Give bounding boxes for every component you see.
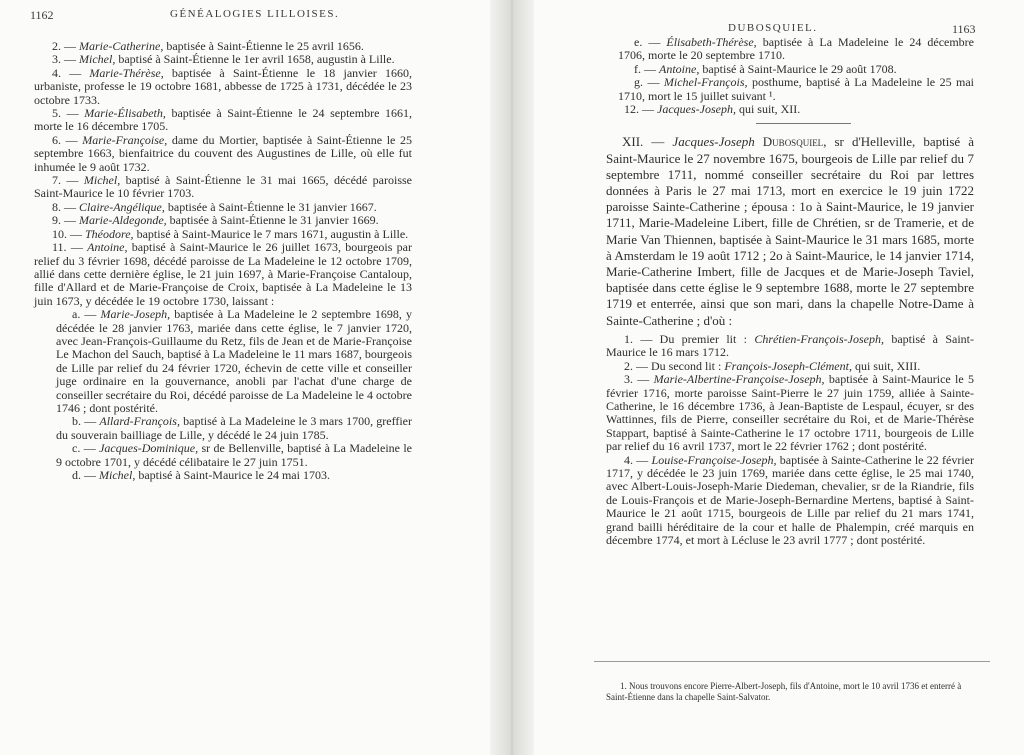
xii-paragraph: XII. — Jacques-Joseph Dubosquiel, sr d'Helleville, baptisé à Saint-Maurice le 27 novembre 1675, bourgeois de Lille par relief du 7 septembre 1711, nommé conseiller secrétaire du Roi par lettres données à Paris le 27 mai 1713, mort en exercice le 19 juin 1722 paroisse Sainte-Catherine ; épousa : 1o à Saint-Maurice, le 19 janvier 1711, Marie-Madeleine Libert, fille de Chrétien, sr de Tramerie, et de Marie Van Thiennen, baptisée à Saint-Maurice le 31 mars 1685, morte à Amsterdam le 19 août 1712 ; 2o à Saint-Maurice, le 14 janvier 1714, Marie-Catherine Imbert, fille de Jacques et de Marie-Joseph Taviel, baptisée dans cette église le 9 septembre 1688, morte le 27 septembre 1719 et enterrée, ainsi que son mari, dans la chapelle Notre-Dame à Sainte-Catherine ; d'où :	[606, 134, 975, 328]
sub-entry-g: g. — Michel-François, posthume, baptisé à La Madeleine le 25 mai 1710, mort le 15 juillet suivant ¹.	[618, 75, 975, 103]
entry-8: 8. — Claire-Angélique, baptisée à Saint-Étienne le 31 janvier 1667.	[52, 199, 377, 214]
book-gutter	[490, 0, 534, 755]
entry-5: 5. — Marie-Élisabeth, baptisée à Saint-Étienne le 24 septembre 1661, morte le 16 décembre 1705.	[34, 106, 412, 134]
sub-entry-b: b. — Allard-François, baptisé à La Madeleine le 3 mars 1700, greffier du souverain bailliage de Lille, y décédé le 24 juin 1785.	[56, 414, 413, 442]
child-1: 1. — Du premier lit : Chrétien-François-Joseph, baptisé à Saint-Maurice le 16 mars 1712.	[606, 331, 974, 360]
entry-4: 4. — Marie-Thérèse, baptisée à Saint-Étienne le 18 janvier 1660, urbaniste, professe le 19 octobre 1681, abbesse de 1725 à 1731, décédée le 23 octobre 1733.	[34, 65, 413, 107]
left-page-number: 1162	[30, 8, 54, 22]
entry-6: 6. — Marie-Françoise, dame du Mortier, baptisée à Saint-Étienne le 25 septembre 1663, bienfaitrice du couvent des Augustines de Lille, où elle fut inhumée le 9 août 1732.	[34, 132, 413, 174]
sub-entry-d: d. — Michel, baptisé à Saint-Maurice le 24 mai 1703.	[72, 468, 330, 482]
sub-entry-f: f. — Antoine, baptisé à Saint-Maurice le 29 août 1708.	[634, 61, 897, 76]
sub-entry-e: e. — Élisabeth-Thérèse, baptisée à La Madeleine le 24 décembre 1706, morte le 20 septembre 1710.	[618, 35, 974, 63]
section-divider	[756, 123, 851, 124]
right-page-number: 1163	[952, 22, 976, 36]
entry-12: 12. — Jacques-Joseph, qui suit, XII.	[624, 102, 801, 117]
sub-entry-c: c. — Jacques-Dominique, sr de Bellenville, baptisé à La Madeleine le 9 octobre 1701, y décédé célibataire le 27 juin 1751.	[56, 441, 413, 469]
left-text-block	[34, 40, 412, 482]
entry-7: 7. — Michel, baptisé à Saint-Étienne le 31 mai 1665, décédé paroisse Saint-Maurice le 10 février 1703.	[34, 173, 413, 201]
entry-3: 3. — Michel, baptisé à Saint-Étienne le 1er avril 1658, augustin à Lille.	[52, 52, 395, 67]
child-2: 2. — Du second lit : François-Joseph-Clément, qui suit, XIII.	[624, 358, 921, 373]
footnote-divider	[594, 661, 990, 662]
sub-entry-a: a. — Marie-Joseph, baptisée à La Madeleine le 2 septembre 1698, y décédée le 28 janvier 1763, mariée dans cette église, le 7 janvier 1720, avec Jean-François-Guillaume du Retz, fils de Jean et de Marie-Françoise Le Machon del Sauch, baptisé à La Madeleine le 11 mars 1687, bourgeois de Lille par relief du 24 février 1720, échevin de cette ville et conseiller juge ordinaire en la gouvernance, anobli par l'achat d'une charge de conseiller secrétaire du Roi, décédé paroisse de La Madeleine le 4 octobre 1746 ; dont postérité.	[56, 307, 412, 415]
left-page	[0, 0, 490, 755]
left-running-head: GÉNÉALOGIES LILLOISES.	[170, 8, 340, 20]
entry-11: 11. — Antoine, baptisé à Saint-Maurice le 26 juillet 1673, bourgeois par relief du 3 février 1698, décédé paroisse de La Madeleine le 12 octobre 1709, allié dans cette dernière église, le 21 juin 1697, à Marie-Françoise Cantaloup, fille d'Allard et de Marie-Françoise de Croix, baptisée à La Madeleine le 13 juin 1673, y décédée le 19 octobre 1730, laissant :	[34, 240, 413, 308]
child-4: 4. — Louise-Françoise-Joseph, baptisée à Sainte-Catherine le 22 février 1717, y décédée le 23 juin 1769, mariée dans cette église, le 25 mai 1740, avec Albert-Louis-Joseph-Marie Diedeman, chevalier, sr de la Riandrie, fils de Louis-François et de Marie-Joseph-Bernardine Mertens, baptisé à Saint-Maurice le 21 août 1715, bourgeois de Lille par relief du 21 mars 1741, grand bailli héréditaire de la cour et halle de Phalempin, créé marquis en décembre 1774, et mort à Lécluse le 23 avril 1777 ; dont postérité.	[606, 452, 974, 547]
child-3: 3. — Marie-Albertine-Françoise-Joseph, baptisée à Saint-Maurice le 5 février 1716, morte paroisse Saint-Pierre le 27 juin 1759, alliée à Sainte-Catherine, le 16 décembre 1736, à Jean-Baptiste de Lespaul, écuyer, sr des Wattinnes, fils de Pierre, conseiller secrétaire du Roi, et de Marie-Thérèse Stappart, baptisé à Sainte-Catherine le 17 octobre 1711, bourgeois de Lille par relief du 16 avril 1737, mort le 22 février 1762 ; dont postérité.	[606, 372, 975, 454]
footnote: 1. Nous trouvons encore Pierre-Albert-Joseph, fils d'Antoine, mort le 10 avril 1736 et enterré à Saint-Étienne dans la chapelle Saint-Salvator.	[606, 681, 962, 702]
right-page	[534, 0, 1024, 755]
section-xii	[606, 134, 974, 328]
entry-9: 9. — Marie-Aldegonde, baptisée à Saint-Étienne le 31 janvier 1669.	[52, 213, 379, 228]
entry-2: 2. — Marie-Catherine, baptisée à Saint-Étienne le 25 avril 1656.	[52, 39, 364, 53]
right-running-head: DUBOSQUIEL.	[728, 22, 818, 34]
right-text-block	[606, 36, 974, 547]
entry-10: 10. — Théodore, baptisé à Saint-Maurice le 7 mars 1671, augustin à Lille.	[52, 226, 409, 241]
